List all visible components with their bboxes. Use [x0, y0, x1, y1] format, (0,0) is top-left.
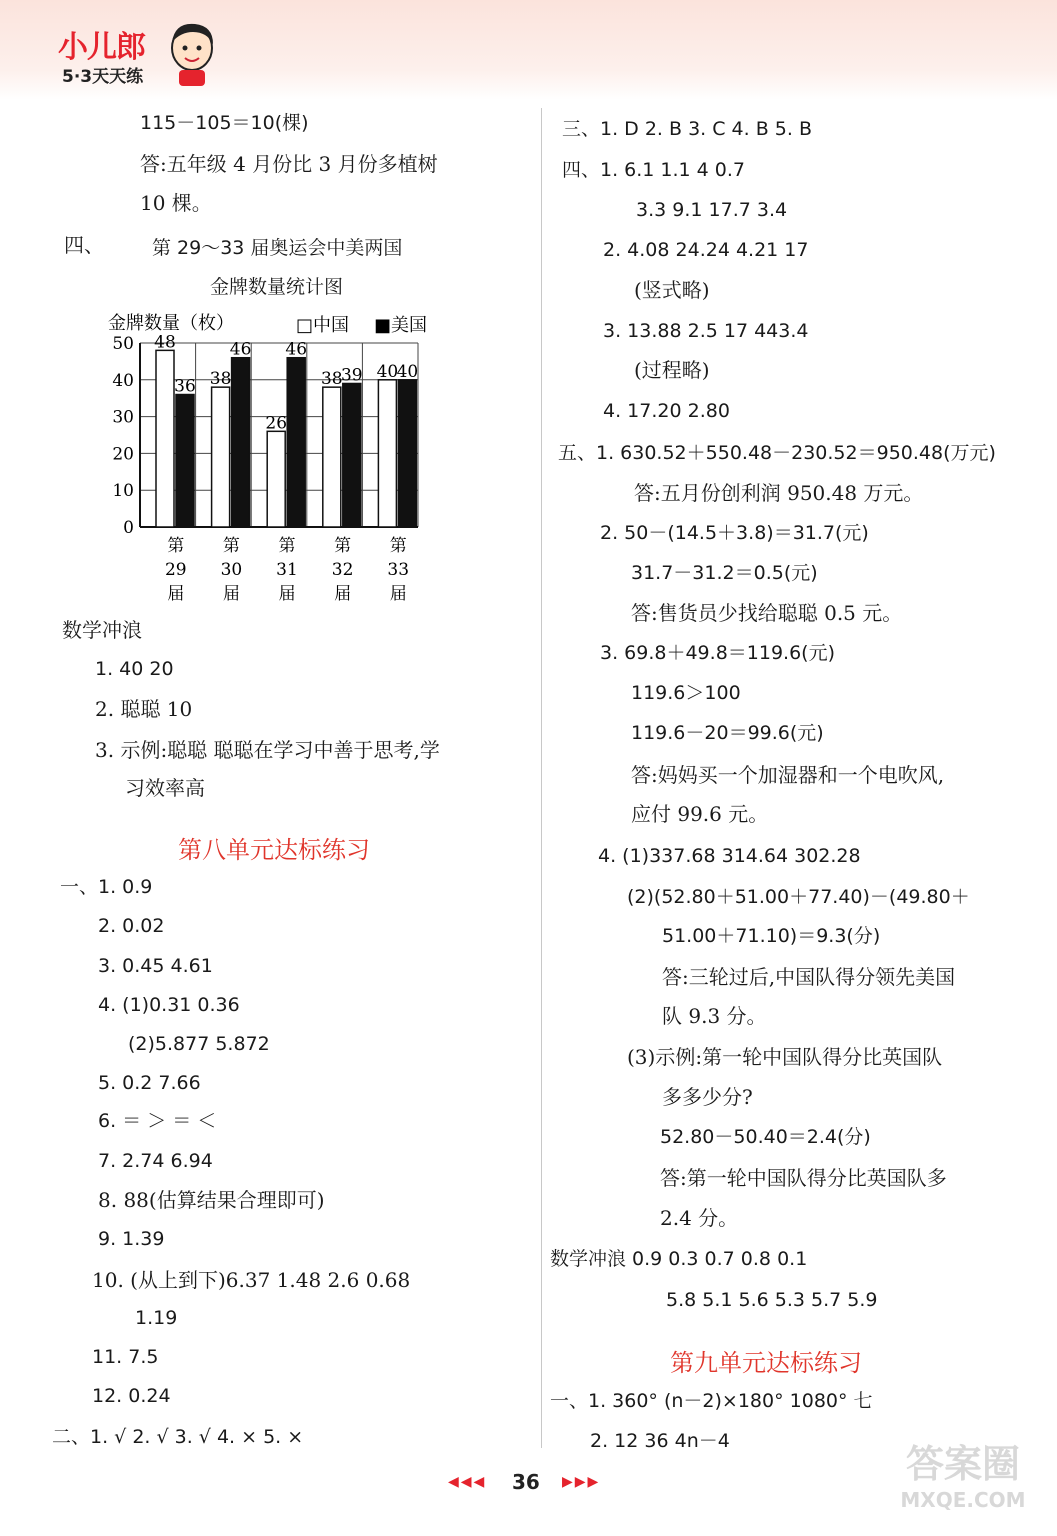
- answer-line: 3. 13.88 2.5 17 443.4: [603, 320, 809, 342]
- x-tick-label: 30: [220, 560, 243, 580]
- answer-line: 答:第一轮中国队得分比英国队多: [660, 1166, 947, 1190]
- bar-china: [156, 350, 174, 527]
- answer-line: 五、1. 630.52＋550.48－230.52＝950.48(万元): [558, 442, 996, 464]
- bar-china: [212, 387, 230, 527]
- watermark-text: 答案圈: [905, 1442, 1020, 1486]
- answer-line: 9. 1.39: [98, 1228, 165, 1250]
- data-label: 26: [265, 413, 288, 434]
- legend-usa: ■美国: [374, 315, 428, 336]
- question-label: 四、: [64, 233, 104, 257]
- answer-line: 队 9.3 分。: [662, 1004, 767, 1028]
- answer-line: 8. 88(估算结果合理即可): [98, 1188, 325, 1212]
- answer-line: 11. 7.5: [92, 1346, 159, 1368]
- mascot-icon: [163, 18, 221, 88]
- watermark-url: MXQE.COM: [900, 1488, 1026, 1512]
- chart-ylabel: 金牌数量（枚）: [108, 313, 234, 334]
- answer-line: 5.8 5.1 5.6 5.3 5.7 5.9: [666, 1289, 878, 1311]
- data-label: 46: [229, 339, 252, 360]
- watermark: [878, 1440, 1048, 1530]
- nav-next-icon: ▶▶▶: [562, 1474, 601, 1490]
- chart-subtitle: 金牌数量统计图: [210, 276, 344, 298]
- bar-usa: [287, 358, 305, 527]
- nav-prev-icon: ◀◀◀: [448, 1474, 487, 1490]
- brand-series: 5·3天天练: [62, 67, 144, 87]
- answer-line: 数学冲浪 0.9 0.3 0.7 0.8 0.1: [550, 1248, 808, 1270]
- data-label: 38: [320, 369, 343, 390]
- legend-china: □中国: [296, 315, 350, 336]
- section-title-unit-8: 第八单元达标练习: [178, 836, 370, 864]
- answer-line: 115－105＝10(棵): [140, 112, 309, 134]
- answer-line: 5. 0.2 7.66: [98, 1072, 201, 1094]
- answer-line: 四、1. 6.1 1.1 4 0.7: [562, 159, 746, 181]
- answer-line: 2.4 分。: [660, 1206, 739, 1230]
- x-tick-label: 届: [222, 584, 240, 604]
- answer-line: 答:售货员少找给聪聪 0.5 元。: [631, 601, 903, 625]
- y-tick-label: 20: [112, 444, 134, 465]
- data-label: 38: [209, 369, 232, 390]
- bar-usa: [232, 358, 250, 527]
- answer-line: (竖式略): [634, 278, 710, 302]
- section-title-unit-9: 第九单元达标练习: [670, 1349, 862, 1377]
- page-number: 36: [512, 1470, 540, 1494]
- x-tick-label: 第: [167, 536, 185, 556]
- answer-line: 7. 2.74 6.94: [98, 1150, 213, 1172]
- answer-line: 3. 0.45 4.61: [98, 955, 213, 977]
- answer-line: 答:妈妈买一个加湿器和一个电吹风,: [631, 763, 945, 787]
- data-label: 40: [396, 361, 419, 382]
- y-tick-label: 40: [112, 370, 134, 391]
- y-tick-label: 0: [123, 518, 134, 538]
- answer-line: 52.80－50.40＝2.4(分): [660, 1126, 871, 1148]
- x-tick-label: 第: [334, 536, 352, 556]
- answer-line: 1. 40 20: [95, 658, 174, 680]
- answer-line: 二、1. √ 2. √ 3. √ 4. × 5. ×: [52, 1426, 304, 1448]
- answer-line: 3. 69.8＋49.8＝119.6(元): [600, 642, 835, 664]
- x-tick-label: 33: [387, 560, 410, 580]
- bar-usa: [176, 395, 194, 527]
- x-tick-label: 第: [389, 536, 407, 556]
- answer-line: 应付 99.6 元。: [631, 802, 769, 826]
- medal-bar-chart: [100, 305, 430, 605]
- y-tick-label: 10: [112, 481, 134, 502]
- answer-line: 119.6＞100: [631, 682, 741, 704]
- bar-china: [267, 431, 285, 527]
- x-tick-label: 32: [331, 560, 354, 580]
- x-tick-label: 31: [276, 560, 298, 580]
- y-tick-label: 30: [112, 407, 134, 428]
- answer-line: 2. 0.02: [98, 915, 165, 937]
- answer-line: 119.6－20＝99.6(元): [631, 722, 824, 744]
- column-divider: [541, 108, 542, 1448]
- x-tick-label: 第: [278, 536, 296, 556]
- answer-line: 3.3 9.1 17.7 3.4: [636, 199, 788, 221]
- answer-line: (3)示例:第一轮中国队得分比英国队: [627, 1045, 943, 1069]
- section-heading: 数学冲浪: [62, 618, 142, 642]
- answer-line: (2)5.877 5.872: [128, 1033, 270, 1055]
- data-label: 36: [174, 376, 196, 397]
- answer-line: 三、1. D 2. B 3. C 4. B 5. B: [562, 118, 812, 140]
- answer-line: 1.19: [135, 1307, 178, 1329]
- chart-title: 第 29～33 届奥运会中美两国: [152, 237, 403, 259]
- answer-line: 6. ＝ ＞ ＝ ＜: [98, 1110, 217, 1132]
- x-tick-label: 届: [389, 584, 407, 604]
- answer-line: (过程略): [634, 358, 710, 382]
- answer-line: 10 棵。: [140, 191, 212, 215]
- answer-line: 2. 12 36 4n－4: [590, 1430, 730, 1452]
- answer-line: 31.7－31.2＝0.5(元): [631, 562, 818, 584]
- answer-line: 习效率高: [125, 776, 205, 800]
- answer-line: 2. 聪聪 10: [95, 697, 193, 721]
- answer-line: 51.00＋71.10)＝9.3(分): [662, 925, 881, 947]
- bar-usa: [398, 380, 416, 527]
- answer-line: 2. 4.08 24.24 4.21 17: [603, 239, 809, 261]
- y-tick-label: 50: [112, 334, 134, 354]
- answer-line: 4. (1)337.68 314.64 302.28: [598, 845, 861, 867]
- x-tick-label: 届: [278, 584, 296, 604]
- answer-line: 答:五月份创利润 950.48 万元。: [634, 481, 924, 505]
- answer-line: 12. 0.24: [92, 1385, 171, 1407]
- answer-line: 答:五年级 4 月份比 3 月份多植树: [140, 152, 438, 176]
- brand-title: 小儿郎: [58, 30, 145, 65]
- answer-line: (2)(52.80＋51.00＋77.40)－(49.80＋: [627, 886, 970, 908]
- answer-line: 4. 17.20 2.80: [603, 400, 730, 422]
- brand-logo: [58, 18, 218, 88]
- answer-line: 3. 示例:聪聪 聪聪在学习中善于思考,学: [95, 738, 440, 762]
- x-tick-label: 届: [334, 584, 352, 604]
- answer-line: 答:三轮过后,中国队得分领先美国: [662, 965, 956, 989]
- answer-line: 一、1. 0.9: [60, 876, 153, 898]
- bar-china: [323, 387, 341, 527]
- data-label: 48: [154, 332, 176, 353]
- data-label: 40: [376, 361, 399, 382]
- data-label: 46: [285, 339, 308, 360]
- bar-china: [378, 380, 396, 527]
- bar-usa: [343, 383, 361, 527]
- answer-line: 4. (1)0.31 0.36: [98, 994, 240, 1016]
- answer-line: 多多少分?: [662, 1085, 753, 1109]
- answer-line: 10. (从上到下)6.37 1.48 2.6 0.68: [92, 1268, 411, 1292]
- data-label: 39: [340, 365, 363, 386]
- x-tick-label: 届: [167, 584, 185, 604]
- x-tick-label: 第: [222, 536, 240, 556]
- answer-line: 一、1. 360° (n－2)×180° 1080° 七: [550, 1390, 873, 1412]
- x-tick-label: 29: [164, 560, 187, 580]
- answer-line: 2. 50－(14.5＋3.8)＝31.7(元): [600, 522, 869, 544]
